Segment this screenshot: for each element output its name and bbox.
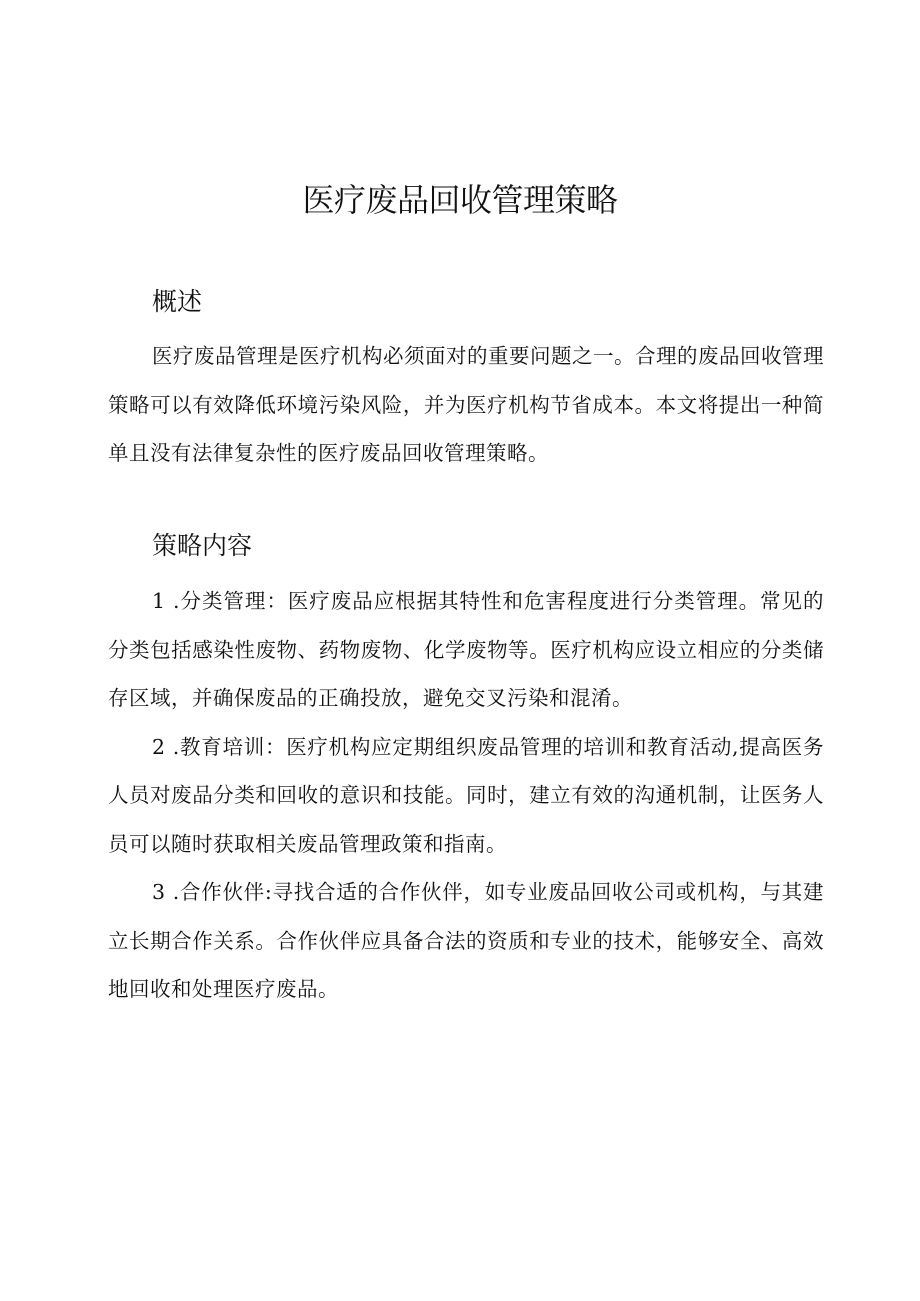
document-title: 医疗废品回收管理策略 [302,181,618,219]
section-heading-overview: 概述 [152,287,203,316]
strategy-item-classification: 1 .分类管理：医疗废品应根据其特性和危害程度进行分类管理。常见的分类包括感染性废物、药物废物、化学废物等。医疗机构应设立相应的分类储存区域，并确保废品的正确投放，避免交叉污染和混淆。 [108,589,824,710]
section-strategy [108,528,824,1014]
strategy-item-training: 2 .教育培训：医疗机构应定期组织废品管理的培训和教育活动,提高医务人员对废品分类和回收的意识和技能。同时，建立有效的沟通机制，让医务人员可以随时获取相关废品管理政策和指南。 [108,734,824,856]
section-heading-strategy: 策略内容 [152,531,253,560]
section-overview [108,284,824,478]
strategy-item-partners: 3 .合作伙伴:寻找合适的合作伙伴，如专业废品回收公司或机构，与其建立长期合作关系。合作伙伴应具备合法的资质和专业的技术，能够安全、高效地回收和处理医疗废品。 [108,880,824,1001]
overview-paragraph: 医疗废品管理是医疗机构必须面对的重要问题之一。合理的废品回收管理策略可以有效降低环境污染风险，并为医疗机构节省成本。本文将提出一种简单且没有法律复杂性的医疗废品回收管理策略。 [108,344,824,465]
